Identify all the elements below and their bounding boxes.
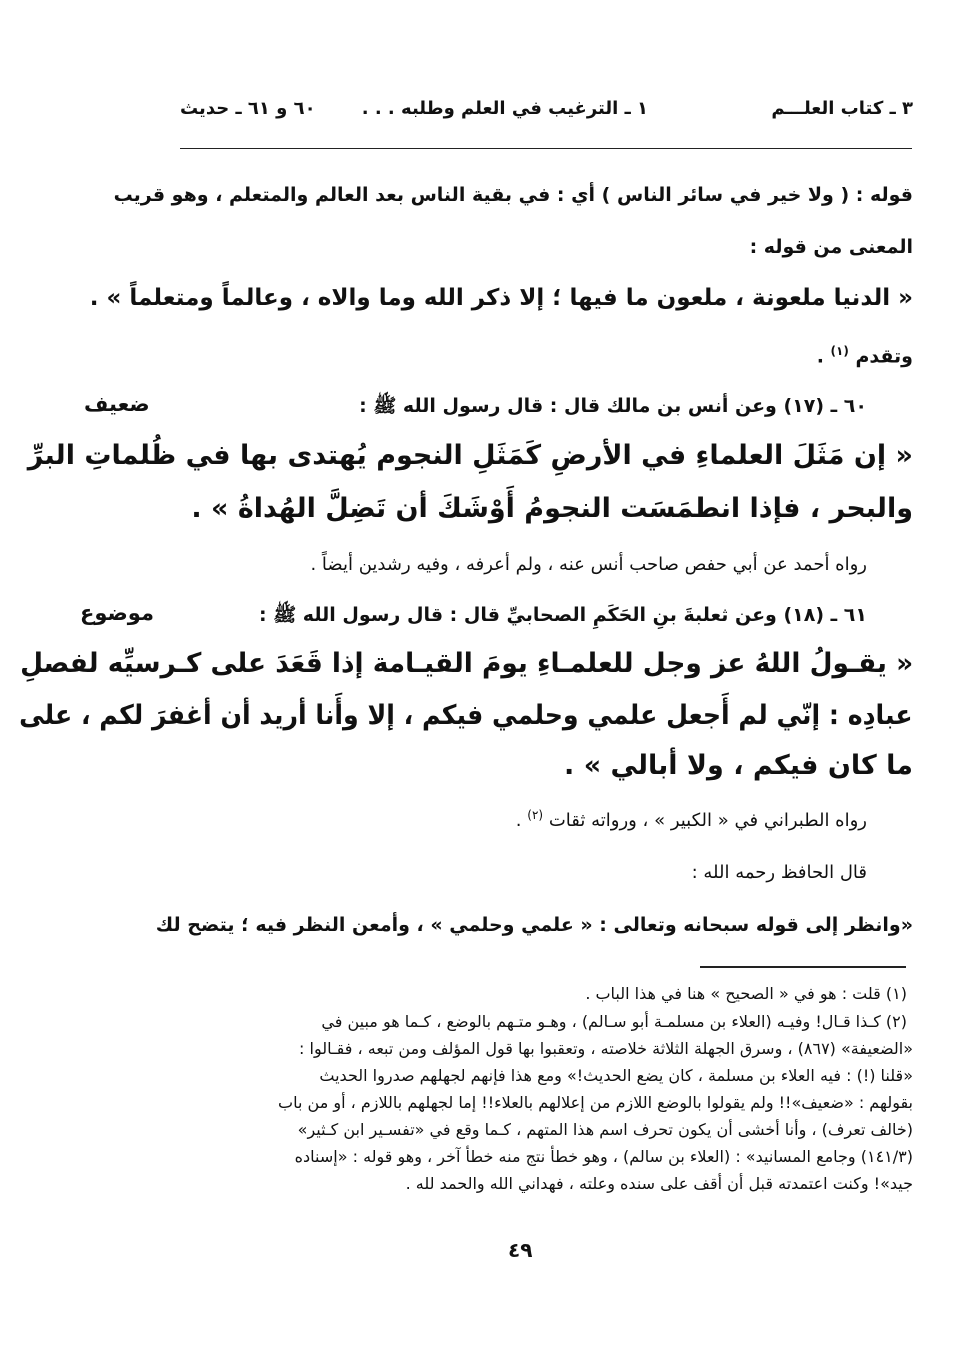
body-line-4 xyxy=(817,344,913,367)
hadith-60-text-2: والبحر ، فإذا انطمَسَت النجومُ أَوْشَكَ أن تَضِلَّ الهُداةُ » . xyxy=(191,493,913,524)
footnote-line-8: جيد»! وكنت اعتمدته قبل أن أقف على سنده وعلته ، فهداني الله والحمد لله . xyxy=(405,1174,913,1193)
quote-line: « الدنيا ملعونة ، ملعون ما فيها ؛ إلا ذكر الله وما والاه ، وعالماً ومتعلماً » . xyxy=(89,285,913,311)
hadith-61-source-text: رواه الطبراني في « الكبير » ، ورواته ثقات xyxy=(548,810,867,831)
footnote-line-6: (خالف تعرف) ، وأنا أخشى أن يكون تحرف اسم هذا المتهم ، كـما وقع في «تفسـير ابن كـثير» xyxy=(297,1120,913,1139)
body-line-4-end: . xyxy=(816,345,824,368)
footnote-divider xyxy=(700,966,906,968)
footnote-line-7: (١٤١/٣) وجامع المسانيد» : (العلاء بن سالم) ، وهو خطأ نتج منه خطأ آخر ، وهو قوله : «إسناده xyxy=(294,1147,913,1166)
hadith-61-text-2: عبادِه : إنّي لم أَجعل علمي وحلمي فيكم ، إلا وأَنا أريد أن أغفرَ لكم ، على xyxy=(19,700,913,731)
header-divider xyxy=(180,148,912,149)
hadith-61-intro: ٦١ ـ (١٨) وعن ثعلبةَ بنِ الحَكَمِ الصحابيِّ قال : قال رسول الله ﷺ : xyxy=(259,604,867,626)
footnote-line-2: (٢) كـذا قـال! وفيـه (العلاء بن مسلمـة أبو سـالم) ، وهـو متـهم بالوضع ، كـما هو مبين في xyxy=(321,1012,907,1031)
hadith-60-source: رواه أحمد عن أبي حفص صاحب أنس عنه ، ولم أعرفه ، وفيه رشدين أيضاً . xyxy=(310,554,867,575)
header-hadith-range: ٦٠ و ٦١ ـ حديث xyxy=(180,98,316,119)
hadith-61-source-end: . xyxy=(515,810,522,831)
footnote-line-1: (١) قلت : هو في « الصحيح » هنا في هذا الباب . xyxy=(585,984,907,1003)
body-line-1: قوله : ( ولا خير في سائر الناس ) أي : في بقية الناس بعد العالم والمتعلم ، وهو قريب xyxy=(113,184,913,206)
page-number: ٤٩ xyxy=(508,1238,533,1262)
hadith-61-text-3: ما كان فيكم ، ولا أبالي » . xyxy=(564,750,913,781)
footnote-line-5: بقولهم : «ضعيف»!! ولم يقولوا بالوضع اللازم من إعلالهم بالعلاء!! إما لجهلهم باللازم ، أو من باب xyxy=(278,1093,913,1112)
body-last-line: «وانظر إلى قوله سبحانه وتعالى : « علمي وحلمي » ، وأمعن النظر فيه ؛ يتضح لك xyxy=(155,914,913,936)
footnote-line-3: «الضعيفة» (٨٦٧) ، وسرق الجهلة الثلاثة خلاصته ، وتعقبوا بها قول المؤلف ومن تبعه ، فقـالوا : xyxy=(299,1039,913,1058)
hafiz-line: قال الحافظ رحمه الله : xyxy=(691,862,867,883)
hadith-60-grade: ضعيف xyxy=(84,392,150,416)
header-section: ١ ـ الترغيب في العلم وطلبه . . . xyxy=(361,98,648,119)
footnote-ref-2: (٢) xyxy=(527,808,544,822)
hadith-61-text-1: « يقـولُ اللهُ عز وجل للعلمـاءِ يومَ القيـامة إذا قَعَدَ على كـرسيِّه لفصلِ xyxy=(19,648,913,679)
header-chapter: ٣ ـ كتاب العلـــم xyxy=(771,98,913,119)
footnote-line-4: «قلنا (!) : فيه العلاء بن مسلمة ، كان يضع الحديث!» ومع هذا فإنهم لجهلهم صدروا الحديث xyxy=(319,1066,913,1085)
footnote-ref-1: (١) xyxy=(830,344,849,358)
hadith-61-source xyxy=(516,808,867,831)
hadith-60-text-1: « إن مَثَلَ العلماءِ في الأرضِ كَمَثَلِ النجوم يُهتدى بها في ظُلماتِ البرِّ xyxy=(27,440,913,471)
body-line-2: المعنى من قوله : xyxy=(749,236,913,258)
hadith-60-intro: ٦٠ ـ (١٧) وعن أنس بن مالك قال : قال رسول الله ﷺ : xyxy=(359,395,867,417)
hadith-61-grade: موضوع xyxy=(80,601,154,625)
body-line-4-text: وتقدم xyxy=(855,345,913,368)
